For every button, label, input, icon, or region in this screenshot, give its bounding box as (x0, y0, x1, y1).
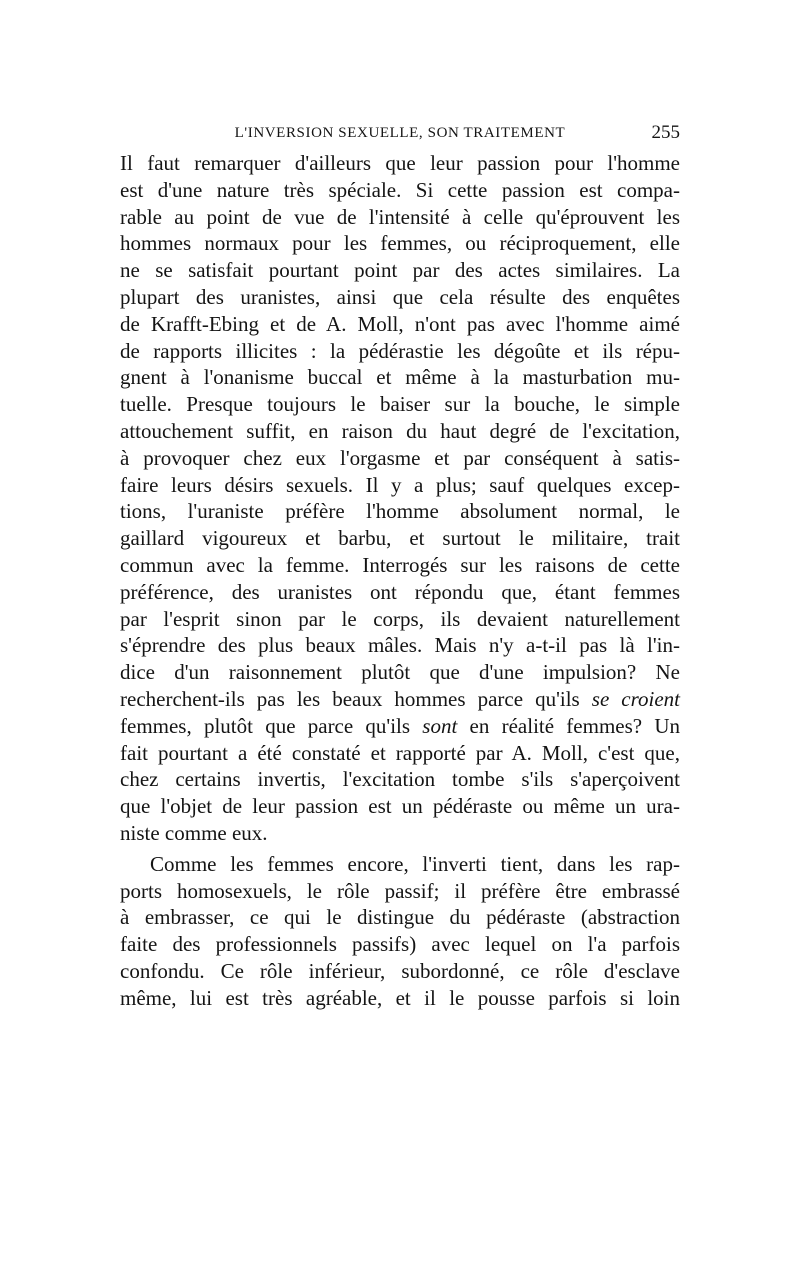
text-line: chez certains invertis, l'excitation tombe s'ils s'aperçoivent (120, 767, 680, 792)
text-line: tuelle. Presque toujours le baiser sur la bouche, le simple (120, 392, 680, 417)
text-line (120, 713, 680, 740)
text-line: faite des professionnels passifs) avec lequel on l'a parfois (120, 932, 680, 957)
text-line: est d'une nature très spéciale. Si cette passion est compa- (120, 177, 680, 202)
text-line: fait pourtant a été constaté et rapporté par A. Moll, c'est que, (120, 740, 680, 765)
text-line: Comme les femmes encore, l'inverti tient, dans les rap- (150, 851, 680, 876)
text-line: rable au point de vue de l'intensité à celle qu'éprouvent les (120, 204, 680, 229)
text-line: plupart des uranistes, ainsi que cela résulte des enquêtes (120, 284, 680, 309)
paragraph-2 (120, 851, 680, 1012)
text-line: tions, l'uraniste préfère l'homme absolument normal, le (120, 499, 680, 524)
paragraph-1 (120, 150, 680, 847)
body-text (120, 150, 680, 1012)
text-line: Il faut remarquer d'ailleurs que leur passion pour l'homme (120, 151, 680, 175)
text-line: confondu. Ce rôle inférieur, subordonné, ce rôle d'esclave (120, 958, 680, 983)
text-line: de rapports illicites : la pédérastie les dégoûte et ils répu- (120, 338, 680, 363)
text-line: attouchement suffit, en raison du haut degré de l'excitation, (120, 418, 680, 443)
running-title: L'INVERSION SEXUELLE, SON TRAITEMENT (234, 125, 566, 141)
running-head (120, 122, 680, 144)
text-line: dice d'un raisonnement plutôt que d'une impulsion? Ne (120, 660, 680, 685)
text-line: par l'esprit sinon par le corps, ils devaient naturellement (120, 606, 680, 631)
italic-run: sont (422, 713, 458, 738)
text-line: de Krafft-Ebing et de A. Moll, n'ont pas avec l'homme aimé (120, 311, 680, 336)
italic-run: se croient (591, 686, 681, 711)
text-line: commun avec la femme. Interrogés sur les raisons de cette (120, 552, 680, 577)
text-line: à embrasser, ce qui le distingue du pédéraste (abstraction (120, 905, 680, 930)
text-line: préférence, des uranistes ont répondu que, étant femmes (120, 579, 680, 604)
text-line: faire leurs désirs sexuels. Il y a plus; sauf quelques excep- (120, 472, 680, 497)
text-line: que l'objet de leur passion est un pédéraste ou même un ura- (120, 794, 680, 819)
text-line: gnent à l'onanisme buccal et même à la masturbation mu- (120, 365, 680, 390)
text-line: à provoquer chez eux l'orgasme et par conséquent à satis- (120, 445, 680, 470)
text-line: ports homosexuels, le rôle passif; il préfère être embrassé (120, 878, 680, 903)
text-line: même, lui est très agréable, et il le pousse parfois si loin (120, 985, 680, 1010)
text-run: femmes, plutôt que parce qu'ils (120, 713, 423, 738)
text-line: niste comme eux. (120, 820, 268, 845)
page-number: 255 (651, 122, 680, 143)
text-run: en réalité femmes? Un (457, 713, 680, 738)
text-line: hommes normaux pour les femmes, ou réciproquement, elle (120, 231, 680, 256)
text-run: recherchent-ils pas les beaux hommes parce qu'ils (120, 686, 592, 711)
text-line (120, 686, 680, 713)
text-line: gaillard vigoureux et barbu, et surtout le militaire, trait (120, 526, 680, 551)
text-line: s'éprendre des plus beaux mâles. Mais n'y a-t-il pas là l'in- (120, 633, 680, 658)
text-line: ne se satisfait pourtant point par des actes similaires. La (120, 258, 680, 283)
